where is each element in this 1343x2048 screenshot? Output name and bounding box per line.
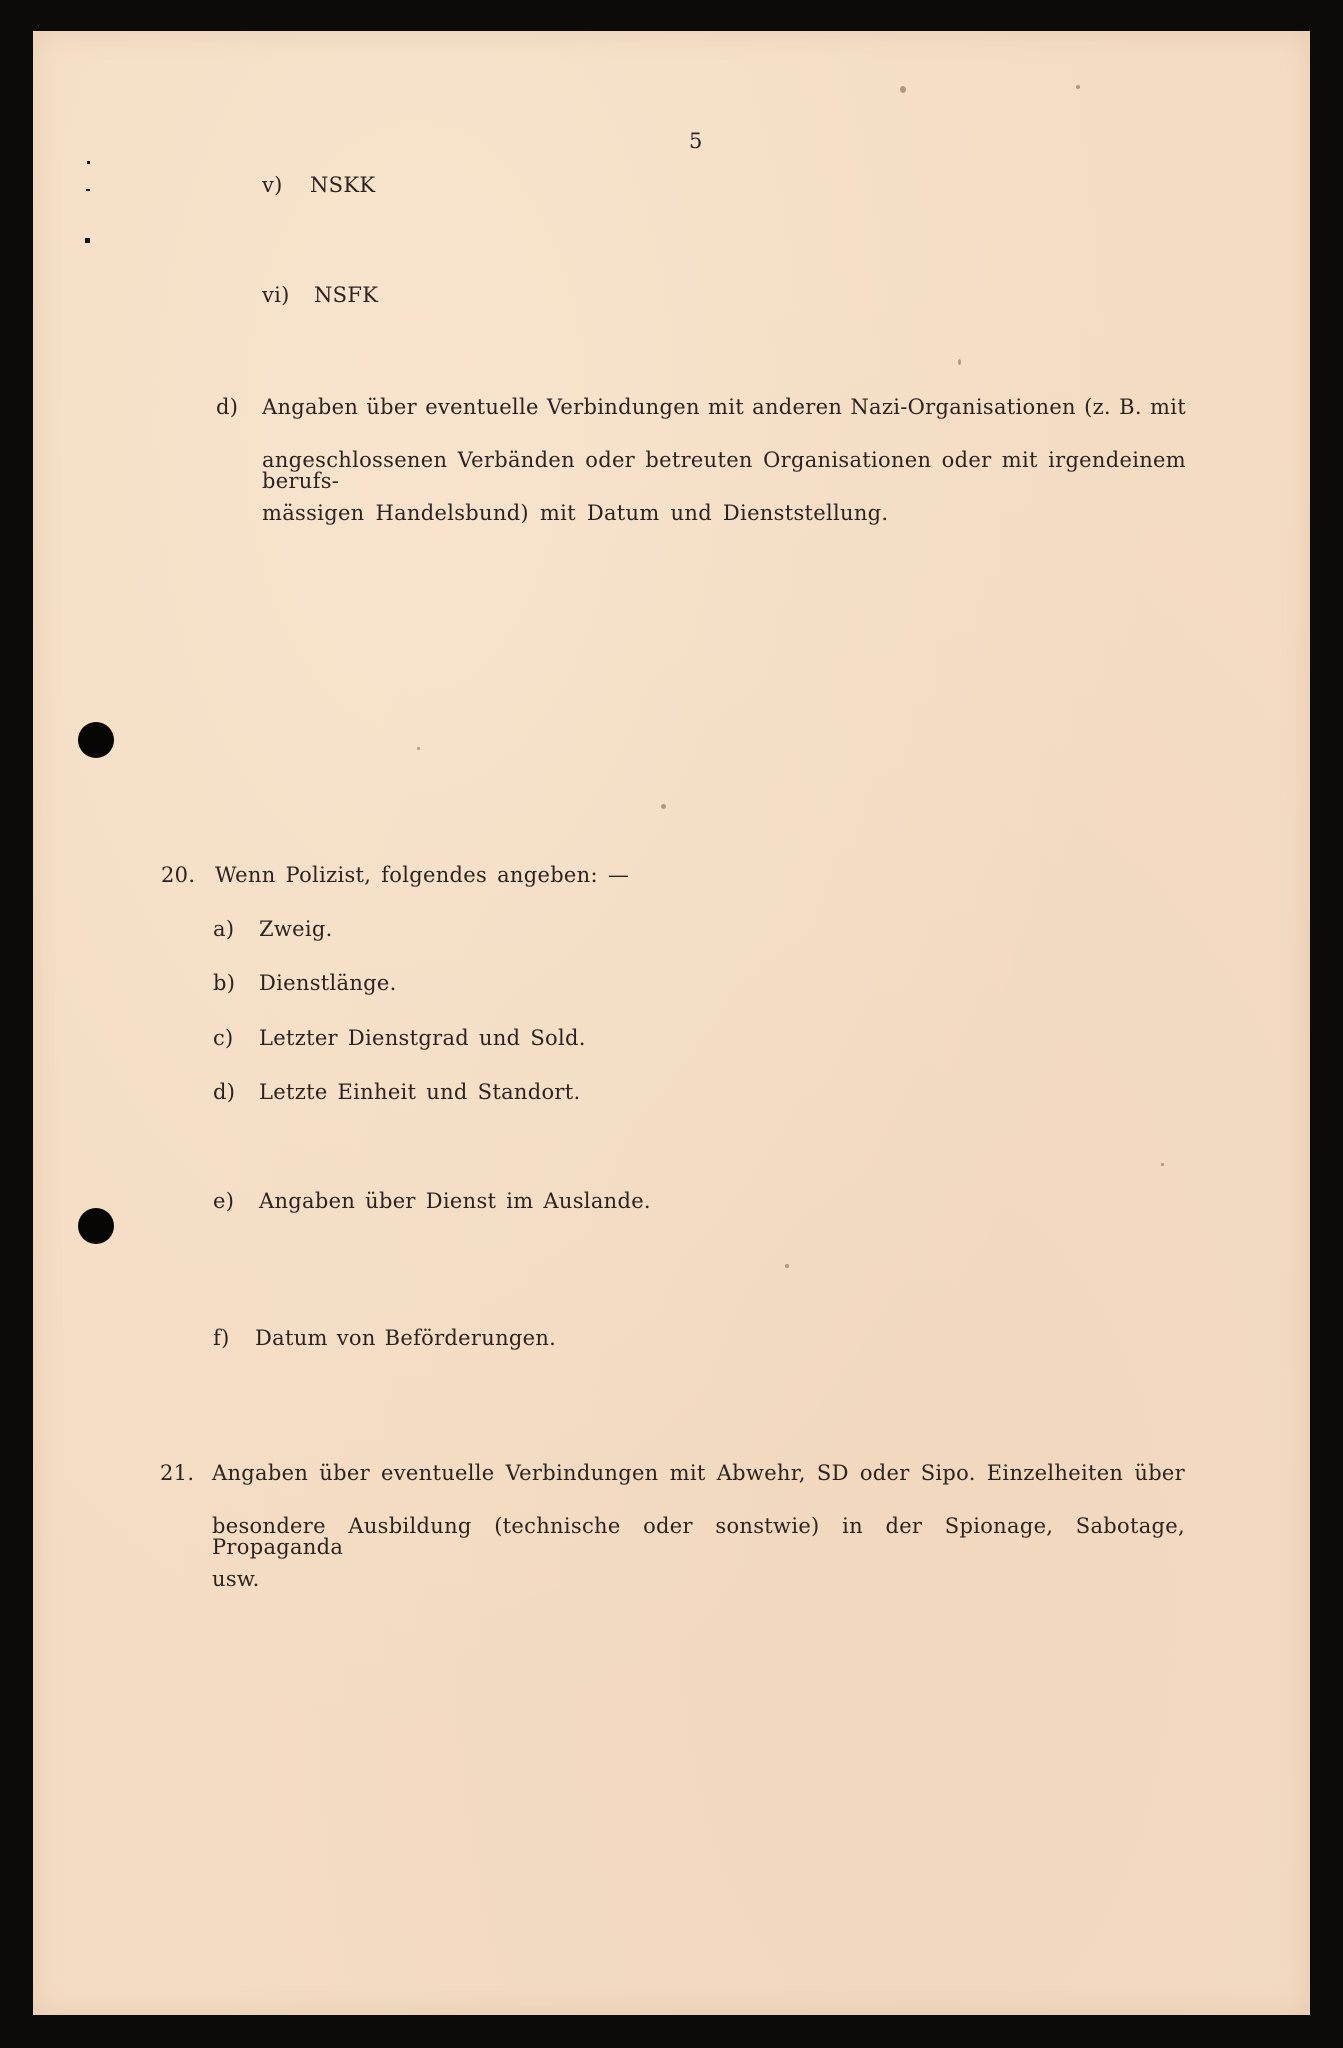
- item-text: NSKK: [310, 173, 376, 197]
- item-label: v): [262, 173, 283, 197]
- punch-hole: [78, 1208, 114, 1244]
- paper-speck: [417, 747, 420, 750]
- question-20-number: 20.: [161, 863, 196, 887]
- item-d-line-1: Angaben über eventuelle Verbindungen mit anderen Nazi-Organisationen (z. B. mit: [262, 395, 1186, 419]
- item-text: NSFK: [314, 283, 379, 307]
- item-d-line-3: mässigen Handelsbund) mit Datum und Dienststellung.: [262, 501, 889, 525]
- q20-item-label: b): [213, 971, 236, 995]
- paper-speck: [661, 804, 666, 809]
- q20-item-text: Datum von Beförderungen.: [255, 1326, 557, 1350]
- q20-item-text: Letzte Einheit und Standort.: [259, 1080, 581, 1104]
- paper-speck: [900, 86, 906, 93]
- item-d-line-2: angeschlossenen Verbänden oder betreuten Organisationen oder mit irgendeinem berufs-: [262, 448, 1186, 493]
- item-label: d): [216, 395, 239, 419]
- paper-speck: [785, 1264, 789, 1268]
- question-21-line-2: besondere Ausbildung (technische oder sonstwie) in der Spionage, Sabotage, Propaganda: [212, 1514, 1185, 1559]
- punch-hole: [78, 722, 114, 758]
- margin-mark: [87, 161, 90, 164]
- margin-mark: [85, 238, 90, 243]
- margin-mark: [86, 189, 90, 191]
- item-label: vi): [262, 283, 290, 307]
- question-21-line-1: Angaben über eventuelle Verbindungen mit Abwehr, SD oder Sipo. Einzelheiten über: [212, 1461, 1185, 1485]
- question-20-heading: Wenn Polizist, folgendes angeben: —: [215, 863, 630, 887]
- q20-item-label: d): [213, 1080, 236, 1104]
- q20-item-text: Letzter Dienstgrad und Sold.: [259, 1026, 586, 1050]
- q20-item-text: Dienstlänge.: [259, 971, 397, 995]
- question-21-number: 21.: [160, 1461, 195, 1485]
- q20-item-text: Zweig.: [259, 917, 333, 941]
- page-number: 5: [689, 129, 703, 153]
- paper-speck: [1161, 1163, 1164, 1166]
- document-page: [33, 31, 1310, 2015]
- paper-speck: [958, 359, 961, 365]
- q20-item-text: Angaben über Dienst im Auslande.: [259, 1189, 651, 1213]
- q20-item-label: f): [213, 1326, 230, 1350]
- q20-item-label: a): [213, 917, 235, 941]
- q20-item-label: e): [213, 1189, 235, 1213]
- q20-item-label: c): [213, 1026, 234, 1050]
- question-21-line-3: usw.: [212, 1567, 260, 1591]
- paper-speck: [1076, 85, 1080, 89]
